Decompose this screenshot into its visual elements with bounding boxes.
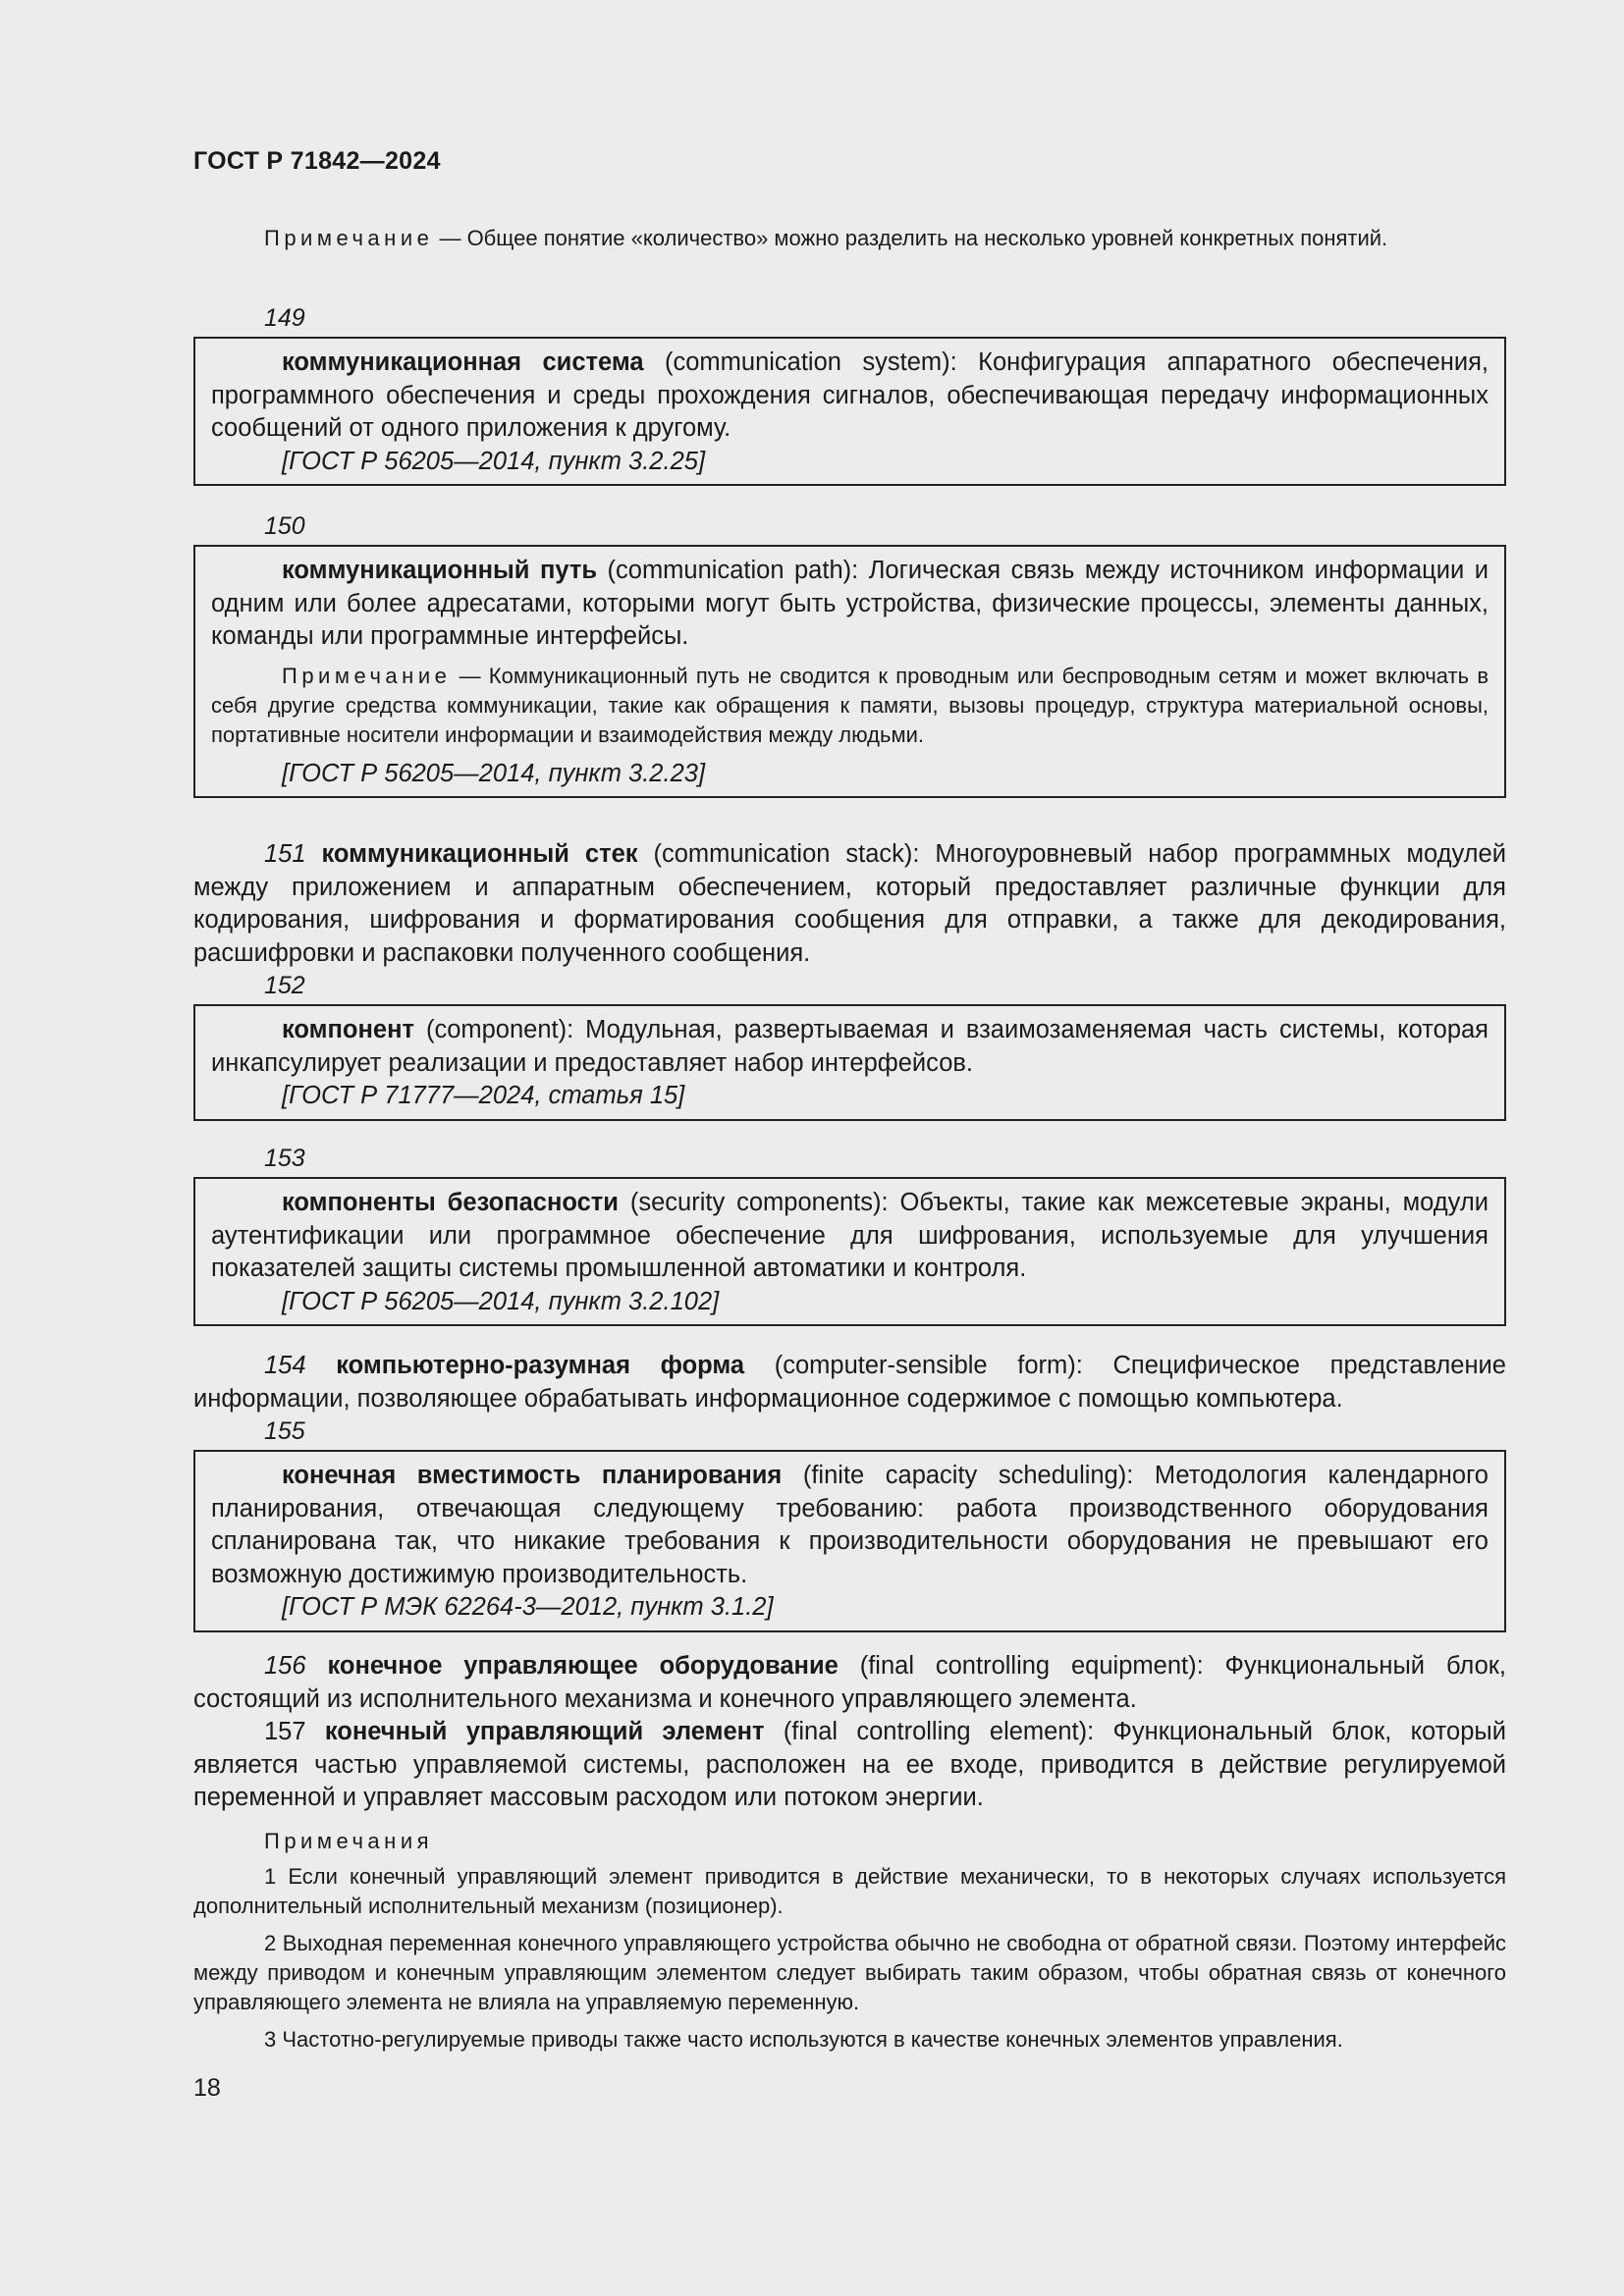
entry-term: конечное управляющее оборудование: [327, 1652, 839, 1680]
note-label: Примечание: [264, 226, 434, 250]
notes-block: [193, 1827, 1506, 2055]
entry-body: (finite capacity scheduling): Методология календарного планирования, отвечающая следующему требованию: работа производственного оборудования спланирована так, что никакие требования к производительности оборудования не превышают его возможную достижимую производительность.: [211, 1462, 1489, 1588]
entry-157: [193, 1716, 1506, 1815]
document-header-title: ГОСТ Р 71842—2024: [193, 147, 441, 175]
entry-number: 151: [264, 840, 306, 868]
entry-body: (security components): Объекты, такие как межсетевые экраны, модули аутентификации или программное обеспечение для шифрования, используемые для улучшения показателей защиты системы промышленной автоматики и контроля.: [211, 1189, 1489, 1282]
entry-number: 153: [264, 1145, 305, 1172]
entry-box: [193, 1177, 1506, 1326]
entry-150: [193, 511, 1506, 798]
entry-body: (computer-sensible form): Специфическое представление информации, позволяющее обрабатывать информационное содержимое с помощью компьютера.: [193, 1352, 1506, 1413]
entry-term: конечный управляющий элемент: [324, 1718, 765, 1745]
entry-body: (final controlling element): Функциональный блок, который является частью управляемой системы, расположен на ее входе, приводится в действие регулируемой переменной и управляет массовым расходом или потоком энергии.: [193, 1718, 1506, 1811]
entry-number: 156: [264, 1652, 306, 1680]
entry-source: [ГОСТ Р 71777—2024, статья 15]: [282, 1082, 685, 1109]
note-text: — Коммуникационный путь не сводится к проводным или беспроводным сетям и может включать в себя другие средства коммуникации, такие как обращения к памяти, вызовы процедур, структура материальной основы, портативные носители информации и взаимодействия между людьми.: [211, 663, 1489, 747]
entry-body: (communication path): Логическая связь между источником информации и одним или более адресатами, которыми могут быть устройства, физические процессы, элементы данных, команды или программные интерфейсы.: [211, 557, 1489, 650]
entry-152: [193, 971, 1506, 1121]
note-label: Примечание: [282, 663, 452, 688]
entry-term: конечная вместимость планирования: [282, 1462, 783, 1489]
entry-154: [193, 1350, 1506, 1415]
entry-number: 155: [264, 1417, 305, 1445]
note-3: 3 Частотно-регулируемые приводы также часто используются в качестве конечных элементов управления.: [264, 2027, 1343, 2052]
intro-note: [193, 224, 1506, 253]
entry-box: [193, 545, 1506, 798]
entry-body: (final controlling equipment): Функциональный блок, состоящий из исполнительного механизма и конечного управляющего элемента.: [193, 1652, 1506, 1713]
entry-term: коммуникационный стек: [321, 840, 638, 868]
entry-box: [193, 337, 1506, 486]
entry-153: [193, 1144, 1506, 1326]
page-number: 18: [193, 2074, 221, 2102]
entry-source: [ГОСТ Р МЭК 62264-3—2012, пункт 3.1.2]: [282, 1593, 774, 1621]
entry-body: (communication system): Конфигурация аппаратного обеспечения, программного обеспечения и среды прохождения сигналов, обеспечивающая передачу информационных сообщений от одного приложения к другому.: [211, 348, 1489, 442]
entry-box: [193, 1004, 1506, 1121]
entry-155: [193, 1416, 1506, 1632]
note-1: 1 Если конечный управляющий элемент приводится в действие механически, то в некоторых случаях используется дополнительный исполнительный механизм (позиционер).: [193, 1864, 1506, 1918]
entry-number: 157: [264, 1718, 306, 1745]
entry-number: 154: [264, 1352, 306, 1379]
entry-term: коммуникационный путь: [282, 557, 598, 584]
entry-source: [ГОСТ Р 56205—2014, пункт 3.2.25]: [282, 447, 706, 475]
entry-box: [193, 1450, 1506, 1632]
entry-number: 152: [264, 972, 305, 999]
entry-term: компонент: [282, 1016, 414, 1043]
notes-label: Примечания: [264, 1829, 434, 1853]
note-text: — Общее понятие «количество» можно разделить на несколько уровней конкретных понятий.: [433, 226, 1388, 250]
entry-source: [ГОСТ Р 56205—2014, пункт 3.2.102]: [282, 1287, 720, 1315]
entry-156: [193, 1650, 1506, 1716]
entry-number: 150: [264, 512, 305, 540]
note-2: 2 Выходная переменная конечного управляющего устройства обычно не свободна от обратной связи. Поэтому интерфейс между приводом и конечным управляющим элементом следует выбирать таким образом, чтобы обратная связь от конечного управляющего элемента не влияла на управляемую переменную.: [193, 1931, 1506, 2014]
entry-body: (component): Модульная, развертываемая и взаимозаменяемая часть системы, которая инкапсулирует реализации и предоставляет набор интерфейсов.: [211, 1016, 1489, 1077]
entry-term: коммуникационная система: [282, 348, 644, 376]
entry-body: (communication stack): Многоуровневый набор программных модулей между приложением и аппаратным обеспечением, который предоставляет различные функции для кодирования, шифрования и форматирования сообщения для отправки, а также для декодирования, расшифровки и распаковки полученного сообщения.: [193, 840, 1506, 967]
entry-source: [ГОСТ Р 56205—2014, пункт 3.2.23]: [282, 759, 706, 787]
entry-151: [193, 838, 1506, 970]
entry-term: компоненты безопасности: [282, 1189, 619, 1216]
entry-number: 149: [264, 304, 305, 332]
entry-149: [193, 303, 1506, 486]
entry-term: компьютерно-разумная форма: [336, 1352, 745, 1379]
entry-note: [211, 662, 1489, 750]
